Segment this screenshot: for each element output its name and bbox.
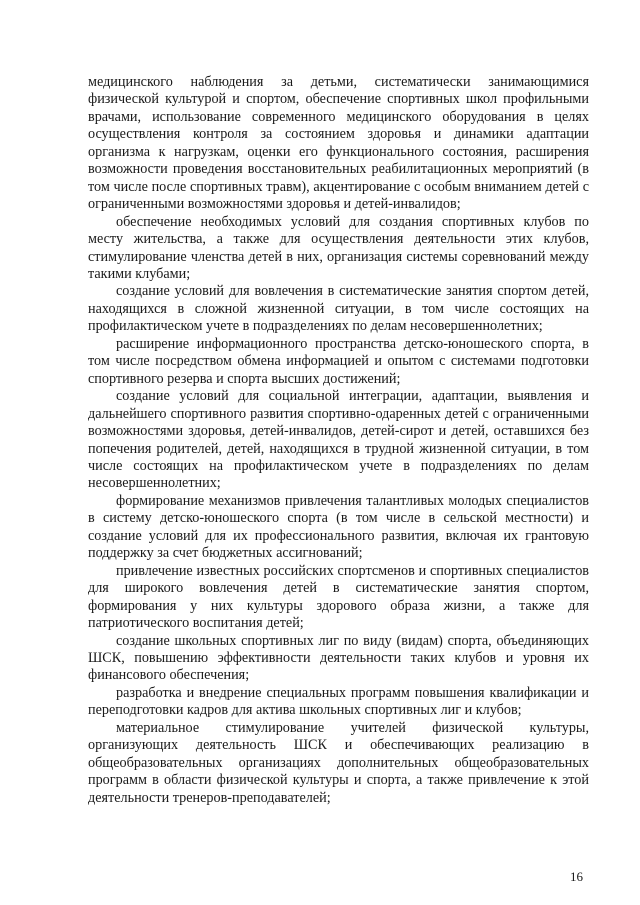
- paragraph-training-programs: разработка и внедрение специальных программ повышения квалификации и переподготовки кадров для актива школьных спортивных лиг и клубов;: [88, 684, 589, 719]
- paragraph-school-leagues: создание школьных спортивных лиг по виду (видам) спорта, объединяющих ШСК, повышению эффективности деятельности таких клубов и уровня их финансового обеспечения;: [88, 632, 589, 684]
- paragraph-famous-athletes: привлечение известных российских спортсменов и спортивных специалистов для широкого вовлечения детей в систематические занятия спортом, формирования у них культуры здорового образа жизни, а также для патриотического воспитания детей;: [88, 562, 589, 632]
- body-text: [88, 74, 589, 807]
- paragraph-social-integration: создание условий для социальной интеграции, адаптации, выявления и дальнейшего спортивного развития спортивно-одаренных детей с ограниченными возможностями здоровья, детей-инвалидов, детей-сирот и детей, оставшихся без попечения родителей, детей, находящихся в трудной жизненной ситуации, в том числе состоящих на профилактическом учете в подразделениях по делам несовершеннолетних;: [88, 388, 589, 492]
- paragraph-young-specialists: формирование механизмов привлечения талантливых молодых специалистов в систему детско-юношеского спорта (в том числе в сельской местности) и создание условий для их профессионального развития, включая их грантовую поддержку за счет бюджетных ассигнований;: [88, 492, 589, 562]
- paragraph-sports-clubs: обеспечение необходимых условий для создания спортивных клубов по месту жительства, а также для осуществления деятельности этих клубов, стимулирование членства детей в них, организация системы соревнований между такими клубами;: [88, 213, 589, 282]
- paragraph-continuation: медицинского наблюдения за детьми, систематически занимающимися физической культурой и спортом, обеспечение спортивных школ профильными врачами, использование современного медицинского оборудования в целях осуществления контроля за состоянием здоровья и динамики адаптации организма к нагрузкам, оценки его функционального состояния, расширения возможности проведения восстановительных реабилитационных мероприятий (в том числе после спортивных травм), акцентирование с особым вниманием детей с ограниченными возможностями здоровья и детей-инвалидов;: [88, 74, 589, 213]
- paragraph-information-space: расширение информационного пространства детско-юношеского спорта, в том числе посредством обмена информацией и опытом с системами подготовки спортивного резерва и спорта высших достижений;: [88, 335, 589, 387]
- paragraph-teacher-incentives: материальное стимулирование учителей физической культуры, организующих деятельность ШСК и обеспечивающих реализацию в общеобразовательных организациях дополнительных общеобразовательных программ в области физической культуры и спорта, а также привлечение к этой деятельности тренеров-преподавателей;: [88, 719, 589, 806]
- paragraph-difficult-situation: создание условий для вовлечения в систематические занятия спортом детей, находящихся в сложной жизненной ситуации, в том числе состоящих на профилактическом учете в подразделениях по делам несовершеннолетних;: [88, 283, 589, 335]
- page-number: 16: [570, 869, 583, 884]
